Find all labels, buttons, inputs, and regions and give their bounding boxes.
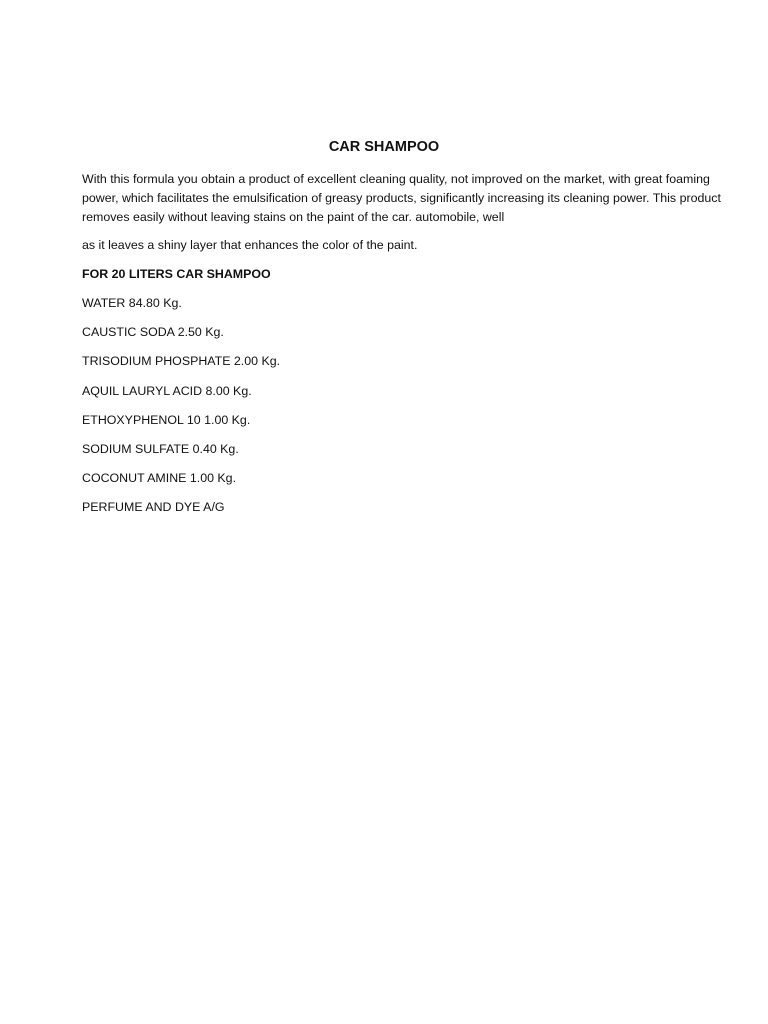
ingredient-item: CAUSTIC SODA 2.50 Kg. <box>82 325 224 340</box>
ingredient-item: AQUIL LAURYL ACID 8.00 Kg. <box>82 383 252 398</box>
ingredient-item: COCONUT AMINE 1.00 Kg. <box>82 471 237 486</box>
ingredient-item: TRISODIUM PHOSPHATE 2.00 Kg. <box>82 354 281 369</box>
ingredient-list <box>82 294 280 528</box>
intro-continuation: as it leaves a shiny layer that enhances the color of the paint. <box>82 238 418 252</box>
document-title: CAR SHAMPOO <box>328 139 440 155</box>
ingredient-item: ETHOXYPHENOL 10 1.00 Kg. <box>82 412 251 427</box>
ingredient-item: SODIUM SULFATE 0.40 Kg. <box>82 441 239 456</box>
formula-heading: FOR 20 LITERS CAR SHAMPOO <box>82 267 271 281</box>
intro-paragraph: With this formula you obtain a product of excellent cleaning quality, not improved on the market, with great foaming power, which facilitates the emulsification of greasy products, significantly increasing its cleaning power. This product removes easily without leaving stains on the paint of the car. automobile, well <box>82 172 721 224</box>
ingredient-item: WATER 84.80 Kg. <box>82 296 182 310</box>
ingredient-item: PERFUME AND DYE A/G <box>82 500 225 515</box>
